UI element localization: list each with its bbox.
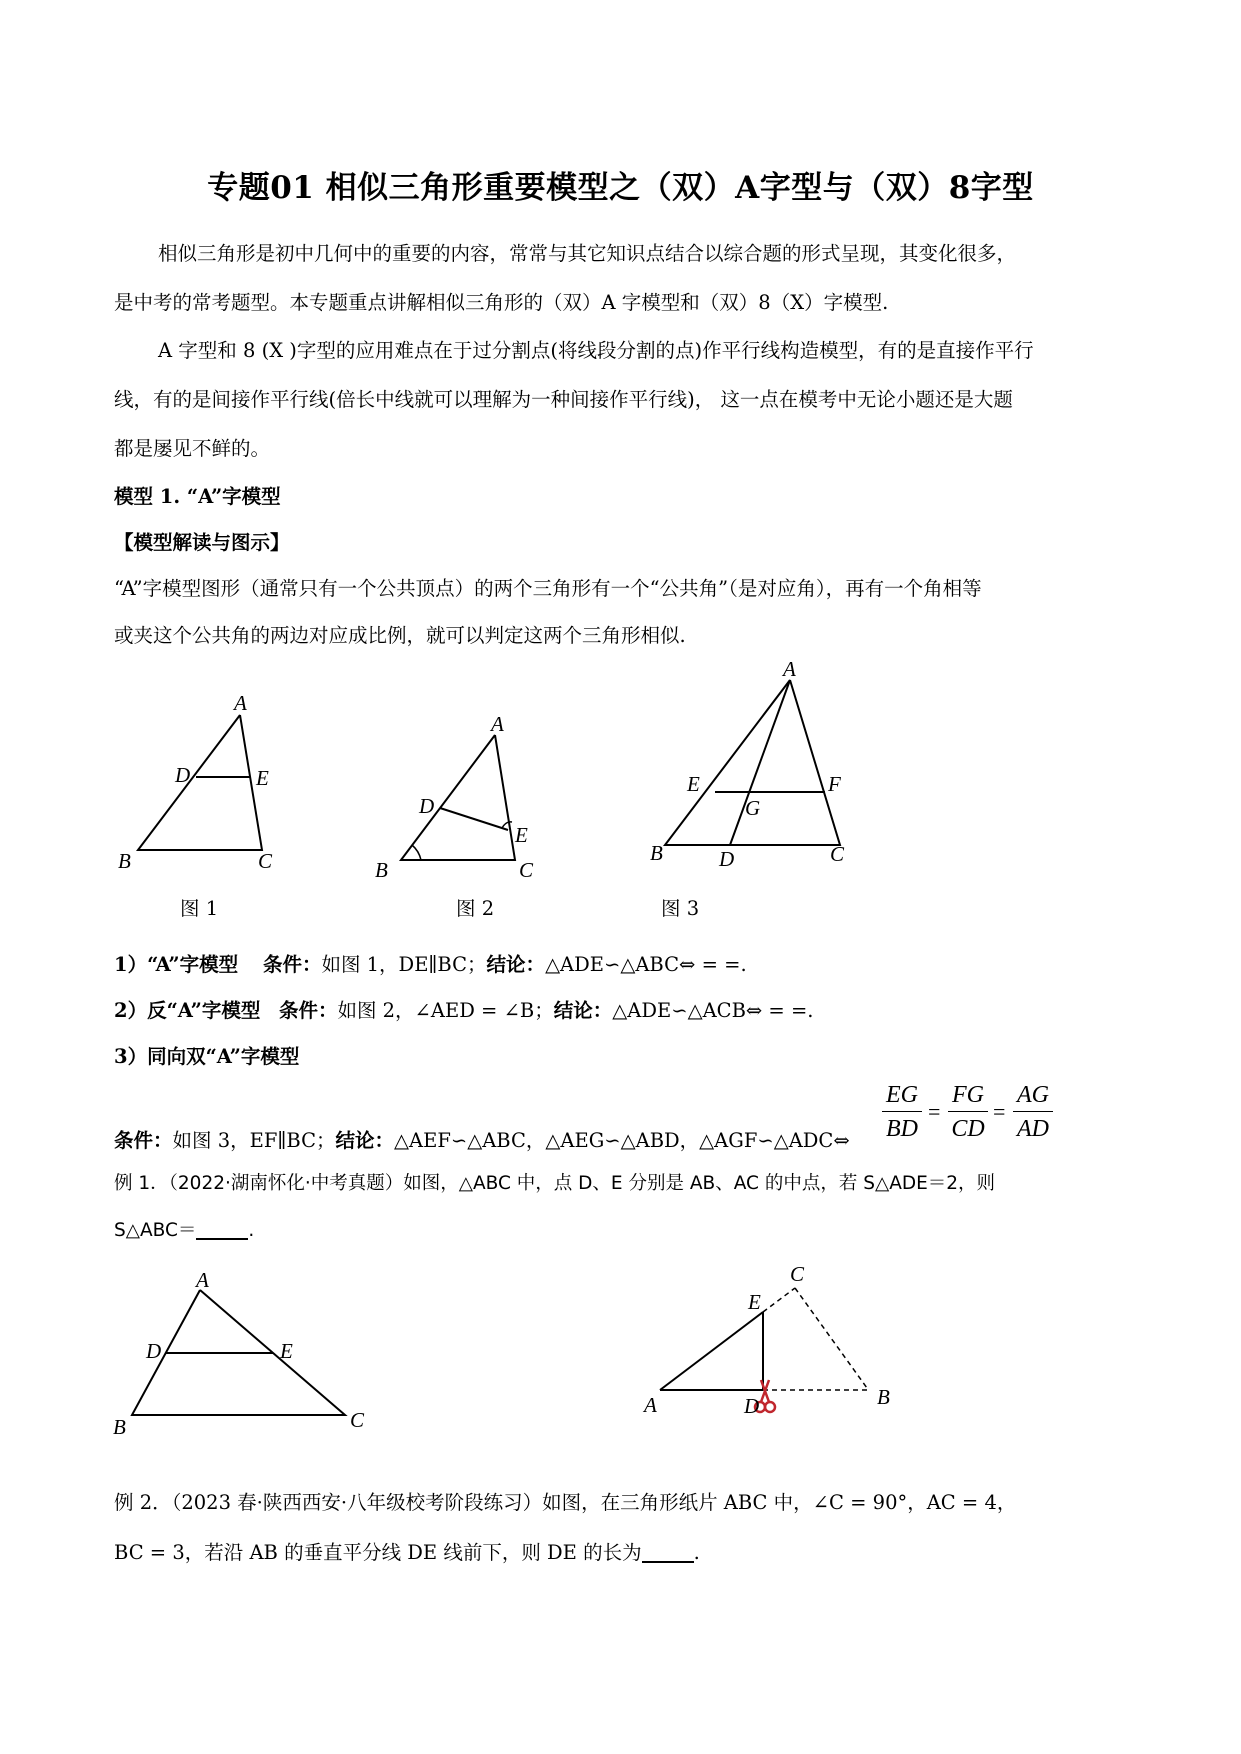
equals-sign-1: = xyxy=(928,1099,941,1124)
example-1-figure xyxy=(110,1270,380,1440)
item-1-cond: 如图 1，DE∥BC； xyxy=(321,953,487,976)
fraction-1-numerator: EG xyxy=(882,1082,922,1112)
fig2-label-e: E xyxy=(515,823,528,847)
ex1-label-a: A xyxy=(196,1270,209,1292)
figure-3 xyxy=(645,660,870,880)
fraction-3-numerator: AG xyxy=(1013,1082,1053,1112)
fig1-label-a: A xyxy=(234,691,247,715)
example-1-answer-prefix: S△ABC＝ xyxy=(114,1220,197,1241)
item-2-head: 2）反“A”字模型 xyxy=(114,999,261,1022)
fraction-ag-ad xyxy=(1013,1082,1053,1143)
fraction-fg-cd xyxy=(948,1082,988,1143)
equals-sign-2: = xyxy=(993,1099,1006,1124)
example-1-answer-blank[interactable] xyxy=(196,1220,248,1241)
model1-desc-line2: 或夹这个公共角的两边对应成比例，就可以判定这两个三角形相似. xyxy=(114,624,686,647)
item-1-head: 1）“A”字模型 xyxy=(114,953,239,976)
ex2-label-a: A xyxy=(644,1393,657,1417)
item-2-concl-label: 结论： xyxy=(553,999,613,1022)
ex2-label-c: C xyxy=(790,1262,805,1286)
item-1-concl-label: 结论： xyxy=(486,953,546,976)
example-1-line2 xyxy=(114,1218,254,1243)
fig3-label-f: F xyxy=(828,772,841,796)
fig3-label-e: E xyxy=(687,772,700,796)
ex1-label-e: E xyxy=(280,1339,293,1363)
item-1 xyxy=(114,952,747,977)
fraction-1-denominator: BD xyxy=(886,1116,918,1142)
fraction-2-denominator: CD xyxy=(951,1116,985,1142)
item-1-cond-label: 条件： xyxy=(262,953,322,976)
fig2-label-b: B xyxy=(375,858,388,880)
ex2-label-b: B xyxy=(877,1385,890,1409)
ex2-label-d: D xyxy=(744,1394,760,1418)
model1-subheading: 【模型解读与图示】 xyxy=(114,531,290,554)
fig1-label-b: B xyxy=(118,849,131,873)
item-2 xyxy=(114,998,814,1023)
ex1-label-d: D xyxy=(146,1339,162,1363)
ex1-label-b: B xyxy=(113,1415,126,1439)
item-3-cond: 如图 3，EF∥BC； xyxy=(172,1129,336,1152)
figure-1-caption: 图 1 xyxy=(180,897,219,920)
example-2-figure xyxy=(630,1255,920,1425)
item-2-relation: △ADE∽△ACB⇔ = =. xyxy=(612,999,814,1022)
item-3-head: 3）同向双“A”字模型 xyxy=(114,1045,300,1068)
intro-p2-line2: 线，有的是间接作平行线(倍长中线就可以理解为一种间接作平行线)， 这一点在模考中无论小题还是大题 xyxy=(114,388,1013,411)
example-1-line1: 例 1．（2022·湖南怀化·中考真题）如图，△ABC 中，点 D、E 分别是 AB、AC 的中点，若 S△ADE＝2，则 xyxy=(114,1173,996,1194)
figure-3-caption: 图 3 xyxy=(661,897,700,920)
model1-heading: 模型 1. “A”字模型 xyxy=(114,485,281,508)
fig3-label-a: A xyxy=(783,660,796,681)
fig3-label-c: C xyxy=(830,842,845,866)
example-2-line2 xyxy=(114,1540,700,1565)
item-3-concl-label: 结论： xyxy=(335,1129,395,1152)
ex2-label-e: E xyxy=(748,1290,761,1314)
fraction-eg-bd xyxy=(882,1082,922,1143)
fraction-3-denominator: AD xyxy=(1017,1116,1049,1142)
item-3-relation: △AEF∽△ABC，△AEG∽△ABD，△AGF∽△ADC⇔ xyxy=(394,1129,850,1152)
item-3-cond-label: 条件： xyxy=(114,1129,173,1152)
page-title: 专题01 相似三角形重要模型之（双）A字型与（双）8字型 xyxy=(207,170,1034,206)
example-2-text: BC = 3，若沿 AB 的垂直平分线 DE 线前下，则 DE 的长为 xyxy=(114,1541,642,1564)
item-2-cond: 如图 2，∠AED = ∠B； xyxy=(337,999,554,1022)
example-2-line2-end: . xyxy=(693,1541,700,1564)
example-2-answer-blank[interactable] xyxy=(642,1542,694,1564)
figure-1 xyxy=(110,685,300,875)
figure-2 xyxy=(365,710,555,880)
intro-p2-line3: 都是屡见不鲜的。 xyxy=(114,437,271,460)
fig3-label-g: G xyxy=(745,796,761,820)
fig2-label-c: C xyxy=(519,858,534,880)
model1-desc-line1: “A”字模型图形（通常只有一个公共顶点）的两个三角形有一个“公共角”（是对应角），再有一个角相等 xyxy=(114,577,982,600)
item-2-cond-label: 条件： xyxy=(278,999,338,1022)
example-2-line1: 例 2．（2023 春·陕西西安·八年级校考阶段练习）如图，在三角形纸片 ABC 中，∠C = 90°，AC = 4， xyxy=(114,1491,1017,1514)
fig1-label-c: C xyxy=(258,849,273,873)
item-3 xyxy=(114,1128,850,1153)
intro-p2-line1: A 字型和 8 (X )字型的应用难点在于过分割点(将线段分割的点)作平行线构造模型，有的是直接作平行 xyxy=(158,339,1034,362)
intro-p1-line2: 是中考的常考题型。本专题重点讲解相似三角形的（双）A 字模型和（双）8（X）字模型. xyxy=(114,291,889,314)
fig1-label-e: E xyxy=(256,766,269,790)
fig3-label-b: B xyxy=(650,841,663,865)
fig2-label-a: A xyxy=(491,712,504,736)
fig2-label-d: D xyxy=(419,794,435,818)
figure-2-caption: 图 2 xyxy=(456,897,495,920)
intro-p1-line1: 相似三角形是初中几何中的重要的内容，常常与其它知识点结合以综合题的形式呈现，其变化很多， xyxy=(158,242,1017,265)
ex1-label-c: C xyxy=(350,1408,365,1432)
fig3-label-d: D xyxy=(719,847,735,871)
item-1-relation: △ADE∽△ABC⇔ = =. xyxy=(545,953,747,976)
fraction-2-numerator: FG xyxy=(948,1082,988,1112)
fig1-label-d: D xyxy=(175,763,191,787)
example-1-line2-end: . xyxy=(248,1220,255,1241)
